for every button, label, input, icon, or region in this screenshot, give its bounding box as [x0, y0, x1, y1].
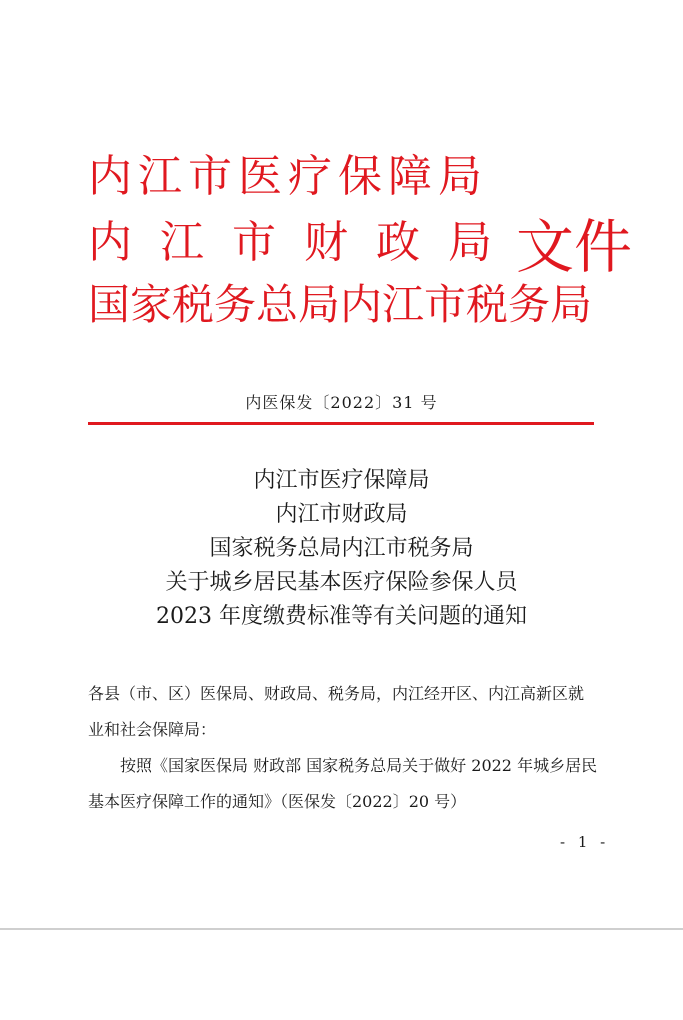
header-line-medical-bureau: 内江市医疗保障局	[88, 151, 488, 202]
document-body	[88, 676, 598, 820]
document-number: 内医保发〔2022〕31 号	[245, 393, 438, 412]
body-paragraph: 按照《国家医保局 财政部 国家税务总局关于做好 2022 年城乡居民基本医疗保障工作的通知》（医保发〔2022〕20 号）	[88, 756, 598, 811]
header-line-finance-bureau: 内江市财政局	[88, 217, 520, 268]
red-divider	[88, 422, 594, 425]
document-title	[0, 464, 683, 634]
title-line: 内江市财政局	[275, 502, 408, 527]
page-bottom-divider	[0, 928, 683, 930]
addressee: 各县（市、区）医保局、财政局、税务局，内江经开区、内江高新区就业和社会保障局：	[88, 684, 585, 739]
header-suffix-document: 文件	[516, 213, 633, 281]
title-line: 内江市医疗保障局	[253, 468, 430, 493]
title-line: 国家税务总局内江市税务局	[209, 536, 474, 561]
red-header	[88, 140, 633, 340]
title-line: 关于城乡居民基本医疗保险参保人员	[165, 570, 518, 595]
page-number: - 1 -	[560, 833, 610, 851]
title-line: 2023 年度缴费标准等有关问题的通知	[156, 604, 527, 629]
header-line-tax-bureau: 国家税务总局内江市税务局	[88, 280, 593, 329]
